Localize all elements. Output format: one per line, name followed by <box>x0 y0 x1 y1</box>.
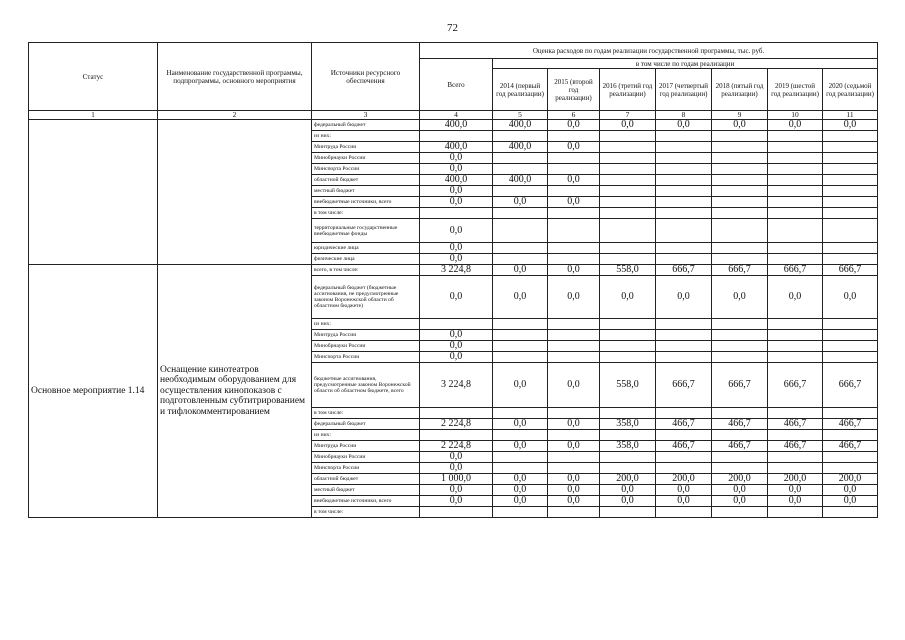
year-value-cell <box>656 319 712 330</box>
source-cell: Минспорта России <box>312 352 420 363</box>
year-value-cell: 0,0 <box>768 120 823 131</box>
year-value-cell <box>656 164 712 175</box>
year-value-cell <box>656 197 712 208</box>
year-value-cell <box>656 452 712 463</box>
year-value-cell <box>712 197 768 208</box>
year-value-cell: 466,7 <box>768 419 823 430</box>
year-value-cell <box>600 463 656 474</box>
year-value-cell <box>823 352 878 363</box>
year-value-cell <box>656 131 712 142</box>
column-number: 2 <box>158 111 312 120</box>
name-cell: Оснащение кинотеатров необходимым оборудованием для осуществления кинопоказов с подготовленным субтитрированием и тифлокомментированием <box>158 265 312 518</box>
year-value-cell: 0,0 <box>493 197 548 208</box>
year-value-cell <box>600 341 656 352</box>
total-cell: 0,0 <box>420 153 493 164</box>
year-value-cell: 400,0 <box>493 175 548 186</box>
header-sources: Источники ресурсного обеспечения <box>312 43 420 111</box>
header-year: 2015 (второй год реализации) <box>548 69 600 111</box>
total-cell: 0,0 <box>420 452 493 463</box>
year-value-cell <box>823 341 878 352</box>
column-number: 4 <box>420 111 493 120</box>
year-value-cell: 0,0 <box>768 276 823 319</box>
year-value-cell <box>493 153 548 164</box>
year-value-cell <box>712 507 768 518</box>
header-year: 2020 (седьмой год реализации) <box>823 69 878 111</box>
year-value-cell: 0,0 <box>548 142 600 153</box>
year-value-cell <box>600 197 656 208</box>
source-cell: в том числе: <box>312 507 420 518</box>
year-value-cell: 0,0 <box>548 265 600 276</box>
header-status: Статус <box>29 43 158 111</box>
year-value-cell <box>823 153 878 164</box>
year-value-cell <box>768 243 823 254</box>
source-cell: федеральный бюджет (бюджетные ассигнования, не предусмотренные законом Воронежской области об областном бюджете) <box>312 276 420 319</box>
year-value-cell <box>493 408 548 419</box>
year-value-cell <box>768 341 823 352</box>
year-value-cell <box>712 131 768 142</box>
header-year: 2019 (шестой год реализации) <box>768 69 823 111</box>
table-body <box>29 120 878 518</box>
year-value-cell <box>712 254 768 265</box>
total-cell: 400,0 <box>420 142 493 153</box>
year-value-cell <box>493 208 548 219</box>
year-value-cell: 0,0 <box>548 496 600 507</box>
year-value-cell <box>823 208 878 219</box>
year-value-cell: 0,0 <box>493 474 548 485</box>
year-value-cell <box>548 430 600 441</box>
header-by-years: в том числе по годам реализации <box>493 59 878 69</box>
year-value-cell <box>768 153 823 164</box>
year-value-cell <box>768 319 823 330</box>
year-value-cell <box>712 352 768 363</box>
total-cell: 2 224,8 <box>420 419 493 430</box>
total-cell: 0,0 <box>420 219 493 243</box>
year-value-cell: 358,0 <box>600 441 656 452</box>
year-value-cell: 0,0 <box>712 496 768 507</box>
year-value-cell <box>712 186 768 197</box>
year-value-cell <box>823 430 878 441</box>
year-value-cell: 0,0 <box>548 441 600 452</box>
year-value-cell <box>823 219 878 243</box>
year-value-cell <box>656 175 712 186</box>
source-cell: внебюджетные источники, всего <box>312 496 420 507</box>
year-value-cell: 0,0 <box>768 496 823 507</box>
year-value-cell: 0,0 <box>656 485 712 496</box>
year-value-cell <box>823 254 878 265</box>
year-value-cell <box>823 175 878 186</box>
year-value-cell <box>600 208 656 219</box>
year-value-cell <box>712 219 768 243</box>
year-value-cell: 0,0 <box>656 120 712 131</box>
year-value-cell <box>548 319 600 330</box>
year-value-cell: 400,0 <box>493 120 548 131</box>
year-value-cell: 466,7 <box>656 441 712 452</box>
source-cell: местный бюджет <box>312 186 420 197</box>
year-value-cell: 0,0 <box>548 419 600 430</box>
year-value-cell: 558,0 <box>600 363 656 408</box>
source-cell: из них: <box>312 131 420 142</box>
total-cell: 0,0 <box>420 243 493 254</box>
year-value-cell: 666,7 <box>656 265 712 276</box>
year-value-cell <box>493 131 548 142</box>
page-number: 72 <box>447 22 458 34</box>
year-value-cell: 0,0 <box>823 496 878 507</box>
year-value-cell <box>548 153 600 164</box>
source-cell: в том числе: <box>312 208 420 219</box>
table-row <box>29 265 878 276</box>
year-value-cell <box>548 186 600 197</box>
total-cell <box>420 430 493 441</box>
year-value-cell <box>768 175 823 186</box>
year-value-cell: 0,0 <box>548 175 600 186</box>
year-value-cell <box>493 463 548 474</box>
year-value-cell <box>656 330 712 341</box>
year-value-cell <box>548 330 600 341</box>
year-value-cell <box>823 319 878 330</box>
year-value-cell <box>768 142 823 153</box>
source-cell: Минтруда России <box>312 330 420 341</box>
year-value-cell <box>493 507 548 518</box>
year-value-cell <box>548 131 600 142</box>
source-cell: физические лица <box>312 254 420 265</box>
header-year: 2017 (четвертый год реализации) <box>656 69 712 111</box>
source-cell: Минспорта России <box>312 164 420 175</box>
year-value-cell <box>493 452 548 463</box>
year-value-cell <box>712 463 768 474</box>
year-value-cell <box>712 408 768 419</box>
year-value-cell <box>600 164 656 175</box>
header-total: Всего <box>420 59 493 111</box>
year-value-cell: 0,0 <box>493 441 548 452</box>
year-value-cell: 0,0 <box>548 276 600 319</box>
year-value-cell <box>493 319 548 330</box>
year-value-cell <box>600 408 656 419</box>
year-value-cell <box>823 131 878 142</box>
year-value-cell <box>712 142 768 153</box>
source-cell: в том числе: <box>312 408 420 419</box>
year-value-cell: 200,0 <box>712 474 768 485</box>
year-value-cell <box>548 243 600 254</box>
year-value-cell <box>656 507 712 518</box>
year-value-cell <box>823 463 878 474</box>
year-value-cell <box>712 341 768 352</box>
source-cell: Минтруда России <box>312 441 420 452</box>
year-value-cell: 0,0 <box>548 474 600 485</box>
year-value-cell <box>768 254 823 265</box>
source-cell: территориальные государственные внебюджетные фонды <box>312 219 420 243</box>
year-value-cell: 200,0 <box>768 474 823 485</box>
total-cell: 0,0 <box>420 164 493 175</box>
year-value-cell: 0,0 <box>600 276 656 319</box>
year-value-cell: 0,0 <box>493 276 548 319</box>
header-year: 2016 (третий год реализации) <box>600 69 656 111</box>
year-value-cell: 0,0 <box>600 485 656 496</box>
source-cell: всего, в том числе: <box>312 265 420 276</box>
year-value-cell <box>712 430 768 441</box>
year-value-cell: 0,0 <box>768 485 823 496</box>
header-estimate: Оценка расходов по годам реализации государственной программы, тыс. руб. <box>420 43 878 59</box>
year-value-cell <box>656 219 712 243</box>
year-value-cell <box>600 507 656 518</box>
year-value-cell <box>823 452 878 463</box>
year-value-cell: 0,0 <box>656 276 712 319</box>
year-value-cell <box>493 330 548 341</box>
year-value-cell: 0,0 <box>600 496 656 507</box>
year-value-cell <box>712 153 768 164</box>
year-value-cell <box>768 430 823 441</box>
year-value-cell: 0,0 <box>493 485 548 496</box>
year-value-cell <box>712 164 768 175</box>
year-value-cell: 0,0 <box>600 120 656 131</box>
year-value-cell <box>768 208 823 219</box>
year-value-cell <box>823 408 878 419</box>
year-value-cell <box>768 463 823 474</box>
total-cell <box>420 507 493 518</box>
total-cell: 400,0 <box>420 175 493 186</box>
year-value-cell <box>493 186 548 197</box>
year-value-cell: 0,0 <box>712 120 768 131</box>
year-value-cell <box>600 186 656 197</box>
year-value-cell <box>600 131 656 142</box>
year-value-cell: 666,7 <box>712 265 768 276</box>
year-value-cell <box>656 208 712 219</box>
year-value-cell: 466,7 <box>823 441 878 452</box>
year-value-cell <box>768 452 823 463</box>
total-cell: 0,0 <box>420 341 493 352</box>
year-value-cell <box>768 330 823 341</box>
year-value-cell <box>656 408 712 419</box>
year-value-cell <box>768 352 823 363</box>
total-cell: 0,0 <box>420 463 493 474</box>
year-value-cell <box>768 197 823 208</box>
year-value-cell: 466,7 <box>823 419 878 430</box>
column-number-row <box>29 111 878 120</box>
year-value-cell <box>548 254 600 265</box>
column-number: 6 <box>548 111 600 120</box>
total-cell: 3 224,8 <box>420 363 493 408</box>
year-value-cell: 400,0 <box>493 142 548 153</box>
source-cell: из них: <box>312 319 420 330</box>
total-cell: 0,0 <box>420 496 493 507</box>
source-cell: областной бюджет <box>312 175 420 186</box>
total-cell <box>420 131 493 142</box>
year-value-cell: 200,0 <box>600 474 656 485</box>
total-cell: 0,0 <box>420 276 493 319</box>
source-cell: внебюджетные источники, всего <box>312 197 420 208</box>
column-number: 3 <box>312 111 420 120</box>
year-value-cell <box>548 219 600 243</box>
year-value-cell <box>600 243 656 254</box>
table-row <box>29 120 878 131</box>
total-cell <box>420 208 493 219</box>
year-value-cell <box>823 142 878 153</box>
year-value-cell <box>493 243 548 254</box>
year-value-cell <box>656 254 712 265</box>
year-value-cell: 0,0 <box>548 197 600 208</box>
year-value-cell <box>548 463 600 474</box>
year-value-cell <box>823 186 878 197</box>
year-value-cell <box>600 352 656 363</box>
column-number: 5 <box>493 111 548 120</box>
year-value-cell <box>548 341 600 352</box>
name-cell <box>158 120 312 265</box>
year-value-cell <box>548 352 600 363</box>
year-value-cell <box>712 243 768 254</box>
total-cell <box>420 408 493 419</box>
year-value-cell <box>600 319 656 330</box>
year-value-cell <box>656 142 712 153</box>
year-value-cell: 0,0 <box>493 363 548 408</box>
year-value-cell <box>600 330 656 341</box>
source-cell: Минобрнауки России <box>312 452 420 463</box>
column-number: 7 <box>600 111 656 120</box>
year-value-cell <box>656 341 712 352</box>
total-cell: 3 224,8 <box>420 265 493 276</box>
year-value-cell: 0,0 <box>493 496 548 507</box>
year-value-cell: 0,0 <box>493 419 548 430</box>
total-cell: 0,0 <box>420 197 493 208</box>
total-cell: 2 224,8 <box>420 441 493 452</box>
year-value-cell <box>656 463 712 474</box>
year-value-cell <box>768 507 823 518</box>
year-value-cell: 0,0 <box>548 120 600 131</box>
year-value-cell <box>656 243 712 254</box>
year-value-cell: 0,0 <box>712 485 768 496</box>
year-value-cell <box>656 153 712 164</box>
year-value-cell: 0,0 <box>656 496 712 507</box>
column-number: 10 <box>768 111 823 120</box>
year-value-cell <box>768 219 823 243</box>
year-value-cell: 0,0 <box>548 363 600 408</box>
source-cell: Минтруда России <box>312 142 420 153</box>
year-value-cell: 0,0 <box>548 485 600 496</box>
year-value-cell <box>600 175 656 186</box>
year-value-cell <box>823 330 878 341</box>
year-value-cell: 0,0 <box>493 265 548 276</box>
year-value-cell: 0,0 <box>823 485 878 496</box>
total-cell: 0,0 <box>420 485 493 496</box>
year-value-cell <box>600 452 656 463</box>
year-value-cell <box>600 254 656 265</box>
year-value-cell <box>493 254 548 265</box>
year-value-cell <box>548 452 600 463</box>
total-cell: 0,0 <box>420 330 493 341</box>
year-value-cell: 666,7 <box>823 265 878 276</box>
year-value-cell: 200,0 <box>656 474 712 485</box>
year-value-cell: 558,0 <box>600 265 656 276</box>
source-cell: Минобрнауки России <box>312 153 420 164</box>
year-value-cell <box>768 186 823 197</box>
year-value-cell: 0,0 <box>712 276 768 319</box>
year-value-cell <box>548 408 600 419</box>
header-name: Наименование государственной программы, подпрограммы, основного мероприятия <box>158 43 312 111</box>
year-value-cell <box>823 507 878 518</box>
year-value-cell <box>712 452 768 463</box>
column-number: 9 <box>712 111 768 120</box>
source-cell: из них: <box>312 430 420 441</box>
year-value-cell <box>493 341 548 352</box>
year-value-cell: 0,0 <box>823 120 878 131</box>
year-value-cell: 0,0 <box>823 276 878 319</box>
total-cell: 400,0 <box>420 120 493 131</box>
source-cell: Минобрнауки России <box>312 341 420 352</box>
year-value-cell <box>600 142 656 153</box>
year-value-cell <box>656 186 712 197</box>
year-value-cell <box>493 219 548 243</box>
column-number: 11 <box>823 111 878 120</box>
source-cell: федеральный бюджет <box>312 419 420 430</box>
year-value-cell <box>548 164 600 175</box>
year-value-cell: 666,7 <box>712 363 768 408</box>
year-value-cell <box>493 164 548 175</box>
year-value-cell: 200,0 <box>823 474 878 485</box>
source-cell: Минспорта России <box>312 463 420 474</box>
year-value-cell <box>656 430 712 441</box>
total-cell: 0,0 <box>420 352 493 363</box>
year-value-cell <box>823 164 878 175</box>
status-cell: Основное мероприятие 1.14 <box>29 265 158 518</box>
year-value-cell <box>493 352 548 363</box>
year-value-cell: 358,0 <box>600 419 656 430</box>
year-value-cell <box>768 408 823 419</box>
total-cell: 0,0 <box>420 186 493 197</box>
year-value-cell <box>600 430 656 441</box>
column-number: 1 <box>29 111 158 120</box>
column-number: 8 <box>656 111 712 120</box>
source-cell: областной бюджет <box>312 474 420 485</box>
source-cell: местный бюджет <box>312 485 420 496</box>
year-value-cell <box>548 208 600 219</box>
source-cell: бюджетные ассигнования, предусмотренные законом Воронежской области об областном бюджете, всего <box>312 363 420 408</box>
year-value-cell <box>548 507 600 518</box>
year-value-cell: 666,7 <box>768 363 823 408</box>
year-value-cell <box>600 153 656 164</box>
year-value-cell <box>768 164 823 175</box>
year-value-cell <box>600 219 656 243</box>
total-cell <box>420 319 493 330</box>
header-year: 2014 (первый год реализации) <box>493 69 548 111</box>
year-value-cell <box>493 430 548 441</box>
source-cell: юридические лица <box>312 243 420 254</box>
year-value-cell <box>823 197 878 208</box>
year-value-cell: 466,7 <box>712 441 768 452</box>
source-cell: федеральный бюджет <box>312 120 420 131</box>
year-value-cell: 666,7 <box>656 363 712 408</box>
year-value-cell: 666,7 <box>823 363 878 408</box>
budget-table <box>28 42 878 518</box>
year-value-cell <box>656 352 712 363</box>
year-value-cell <box>768 131 823 142</box>
year-value-cell <box>712 208 768 219</box>
total-cell: 1 000,0 <box>420 474 493 485</box>
total-cell: 0,0 <box>420 254 493 265</box>
year-value-cell: 466,7 <box>656 419 712 430</box>
year-value-cell: 666,7 <box>768 265 823 276</box>
year-value-cell <box>712 330 768 341</box>
year-value-cell <box>712 319 768 330</box>
year-value-cell <box>823 243 878 254</box>
year-value-cell: 466,7 <box>768 441 823 452</box>
year-value-cell: 466,7 <box>712 419 768 430</box>
year-value-cell <box>712 175 768 186</box>
status-cell <box>29 120 158 265</box>
header-year: 2018 (пятый год реализации) <box>712 69 768 111</box>
